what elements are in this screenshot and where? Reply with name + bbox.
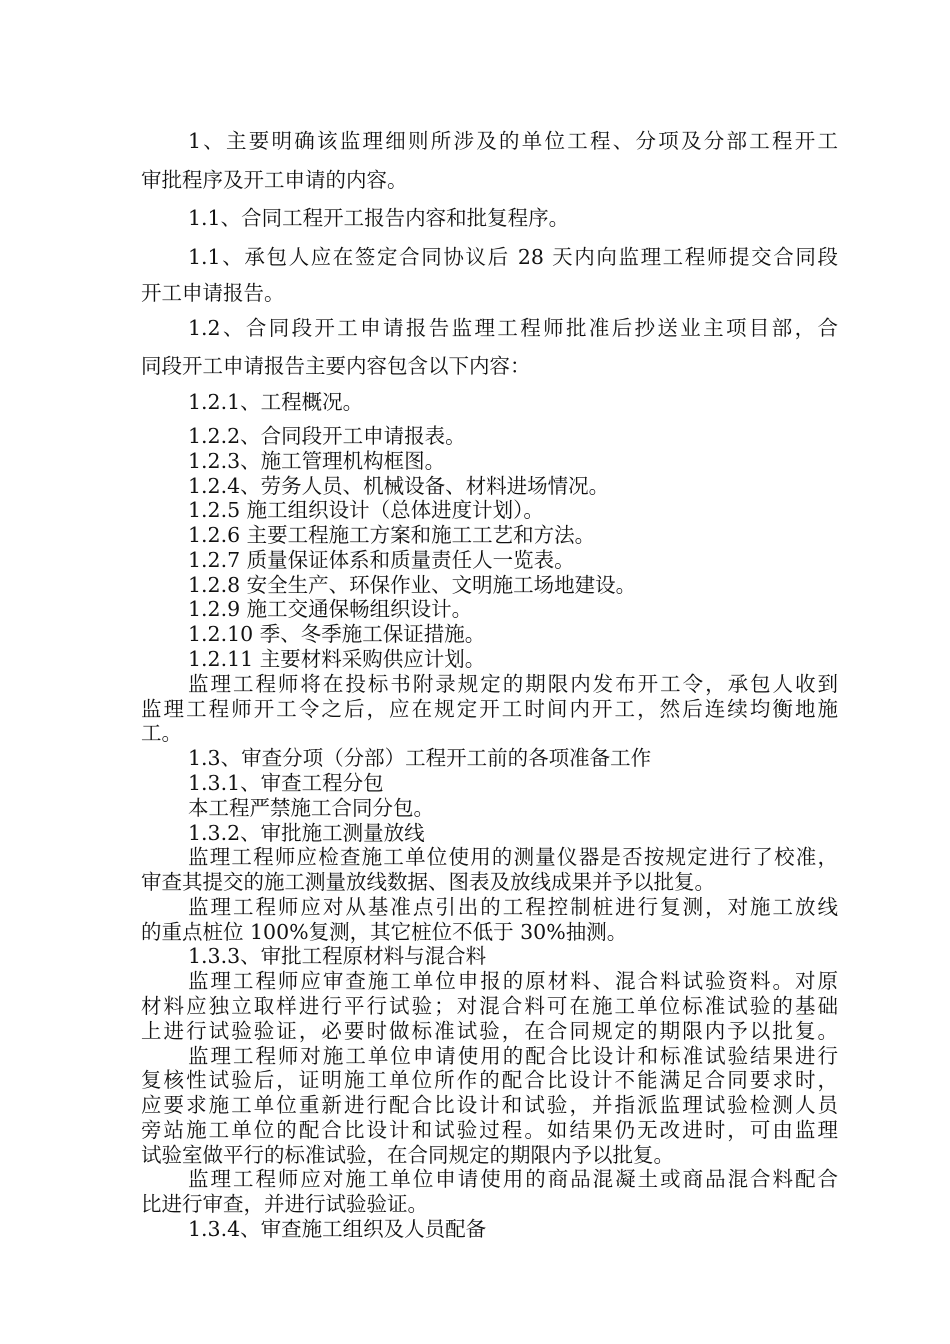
text-line: 1.3.3、审批工程原材料与混合料 [188, 944, 487, 968]
text-line: 1.3.4、审查施工组织及人员配备 [188, 1217, 487, 1241]
text-line: 1.2.3、施工管理机构框图。 [188, 449, 446, 473]
text-line: 1、主要明确该监理细则所涉及的单位工程、分项及分部工程开工 [188, 129, 838, 153]
text-line: 材料应独立取样进行平行试验；对混合料可在施工单位标准试验的基础 [141, 994, 838, 1018]
text-line: 1.2.11 主要材料采购供应计划。 [188, 647, 486, 671]
text-line: 1.2.4、劳务人员、机械设备、材料进场情况。 [188, 474, 610, 498]
text-line: 本工程严禁施工合同分包。 [188, 796, 434, 820]
text-line: 旁站施工单位的配合比设计和试验过程。如结果仍无改进时，可由监理 [141, 1118, 838, 1142]
text-line: 上进行试验验证，必要时做标准试验，在合同规定的期限内予以批复。 [141, 1019, 838, 1043]
text-line: 1.2.10 季、冬季施工保证措施。 [188, 622, 486, 646]
text-line: 开工申请报告。 [141, 281, 285, 305]
text-line: 1.3.1、审查工程分包 [188, 771, 384, 795]
text-line: 1.2.5 施工组织设计（总体进度计划）。 [188, 498, 544, 522]
text-line: 审查其提交的施工测量放线数据、图表及放线成果并予以批复。 [141, 870, 715, 894]
text-line: 监理工程师将在投标书附录规定的期限内发布开工令，承包人收到 [188, 672, 838, 696]
text-line: 1.2.6 主要工程施工方案和施工工艺和方法。 [188, 523, 596, 547]
text-line: 监理工程师应检查施工单位使用的测量仪器是否按规定进行了校准， [188, 845, 838, 869]
text-line: 同段开工申请报告主要内容包含以下内容： [141, 354, 531, 378]
text-line: 审批程序及开工申请的内容。 [141, 168, 408, 192]
text-line: 监理工程师应对从基准点引出的工程控制桩进行复测，对施工放线 [188, 895, 838, 919]
text-line: 1.2.8 安全生产、环保作业、文明施工场地建设。 [188, 573, 637, 597]
text-line: 监理工程师对施工单位申请使用的配合比设计和标准试验结果进行 [188, 1044, 838, 1068]
text-line: 1.3.2、审批施工测量放线 [188, 821, 425, 845]
text-line: 1.1、承包人应在签定合同协议后 28 天内向监理工程师提交合同段 [188, 245, 838, 269]
text-line: 比进行审查，并进行试验验证。 [141, 1192, 428, 1216]
text-line: 监理工程师应对施工单位申请使用的商品混凝土或商品混合料配合 [188, 1167, 838, 1191]
text-line: 监理工程师应审查施工单位申报的原材料、混合料试验资料。对原 [188, 969, 838, 993]
text-line: 应要求施工单位重新进行配合比设计和试验，并指派监理试验检测人员 [141, 1093, 838, 1117]
text-line: 1.2.1、工程概况。 [188, 390, 364, 414]
text-line: 1.3、审查分项（分部）工程开工前的各项准备工作 [188, 746, 652, 770]
text-line: 复核性试验后，证明施工单位所作的配合比设计不能满足合同要求时， [141, 1068, 838, 1092]
text-line: 1.1、合同工程开工报告内容和批复程序。 [188, 206, 570, 230]
text-line: 的重点桩位 100%复测，其它桩位不低于 30%抽测。 [141, 920, 628, 944]
text-line: 监理工程师开工令之后，应在规定开工时间内开工，然后连续均衡地施 [141, 697, 838, 721]
text-line: 1.2.2、合同段开工申请报表。 [188, 424, 466, 448]
text-line: 1.2、合同段开工申请报告监理工程师批准后抄送业主项目部，合 [188, 316, 838, 340]
text-line: 1.2.9 施工交通保畅组织设计。 [188, 597, 473, 621]
text-line: 工。 [141, 721, 182, 745]
text-line: 1.2.7 质量保证体系和质量责任人一览表。 [188, 548, 575, 572]
text-line: 试验室做平行的标准试验，在合同规定的期限内予以批复。 [141, 1143, 674, 1167]
